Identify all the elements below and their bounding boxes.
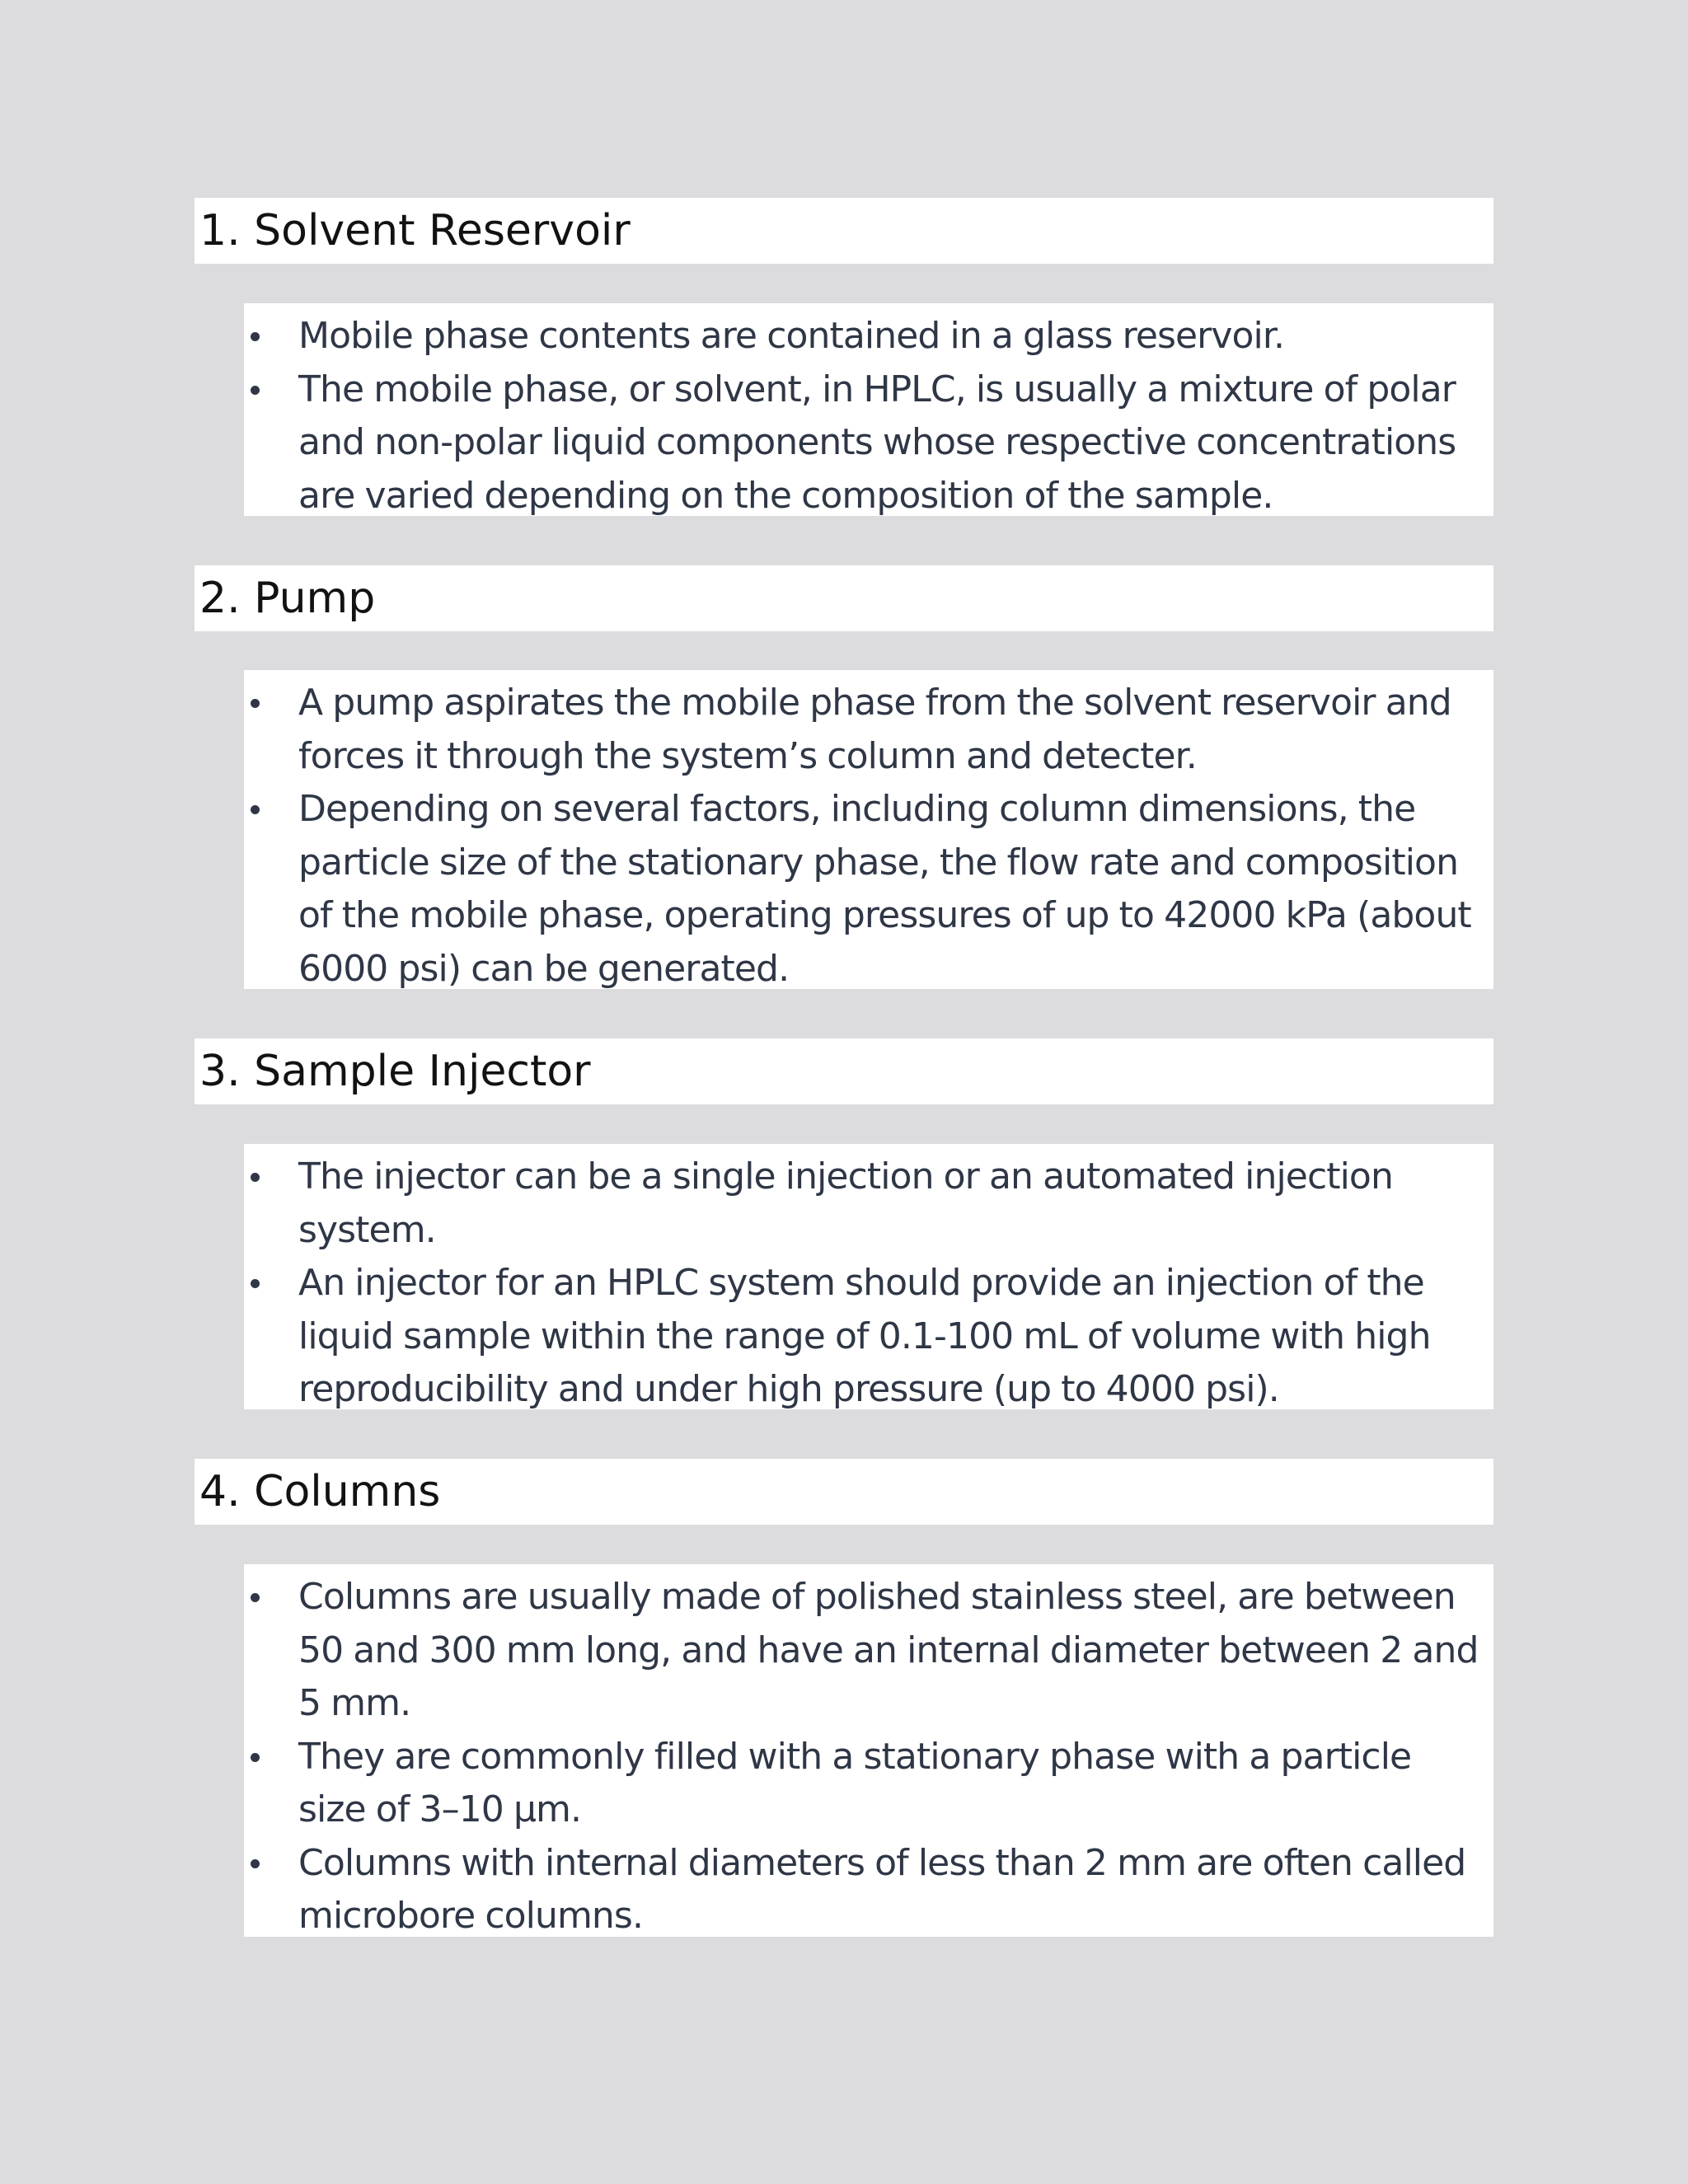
- bullet-text: The mobile phase, or solvent, in HPLC, is usually a mixture of polar and non-polar liquid components whose respective concentrations are varied depending on the composition of the sample.: [298, 368, 1456, 517]
- bullet-text: The injector can be a single injection or an automated injection system.: [298, 1155, 1393, 1251]
- bullet-dot-icon: [251, 805, 260, 814]
- list-item: [244, 363, 1493, 523]
- section-bullet-box: [244, 1144, 1493, 1409]
- bullet-list: [244, 677, 1493, 996]
- bullet-text: Depending on several factors, including column dimensions, the particle size of the stationary phase, the flow rate and composition of the mobile phase, operating pressures of up to 42000 kPa (about 6000 psi) can be generated.: [298, 788, 1471, 990]
- bullet-dot-icon: [251, 1279, 260, 1288]
- list-item: [244, 310, 1493, 363]
- bullet-text: A pump aspirates the mobile phase from the solvent reservoir and forces it through the system’s column and detecter.: [298, 682, 1451, 777]
- section-bullet-box: [244, 670, 1493, 989]
- bullet-dot-icon: [251, 1753, 260, 1762]
- list-item: [244, 1257, 1493, 1417]
- bullet-dot-icon: [251, 1593, 260, 1602]
- bullet-text: Columns are usually made of polished stainless steel, are between 50 and 300 mm long, and have an internal diameter between 2 and 5 mm.: [298, 1576, 1479, 1724]
- bullet-text: Mobile phase contents are contained in a glass reservoir.: [298, 315, 1285, 357]
- bullet-text: Columns with internal diameters of less than 2 mm are often called microbore columns.: [298, 1841, 1466, 1937]
- bullet-dot-icon: [251, 332, 260, 341]
- list-item: [244, 1151, 1493, 1257]
- bullet-list: [244, 1571, 1493, 1943]
- section-bullet-box: [244, 303, 1493, 516]
- list-item: [244, 1571, 1493, 1731]
- list-item: [244, 783, 1493, 996]
- section-heading: 4. Columns: [199, 1467, 441, 1516]
- bullet-dot-icon: [251, 1173, 260, 1182]
- section-heading-box: [195, 1459, 1493, 1525]
- bullet-list: [244, 1151, 1493, 1417]
- list-item: [244, 1837, 1493, 1943]
- section-heading: 2. Pump: [199, 574, 376, 623]
- section-heading: 1. Solvent Reservoir: [199, 206, 631, 255]
- bullet-list: [244, 310, 1493, 523]
- section-bullet-box: [244, 1564, 1493, 1937]
- section-heading-box: [195, 1038, 1493, 1104]
- bullet-dot-icon: [251, 386, 260, 395]
- bullet-text: An injector for an HPLC system should provide an injection of the liquid sample within the range of 0.1-100 mL of volume with high reproducibility and under high pressure (up to 4000 psi).: [298, 1262, 1431, 1410]
- list-item: [244, 1731, 1493, 1837]
- bullet-text: They are commonly filled with a stationary phase with a particle size of 3–10 μm.: [298, 1735, 1412, 1830]
- list-item: [244, 677, 1493, 783]
- bullet-dot-icon: [251, 699, 260, 708]
- section-heading: 3. Sample Injector: [199, 1047, 591, 1096]
- section-heading-box: [195, 198, 1493, 264]
- section-heading-box: [195, 565, 1493, 631]
- bullet-dot-icon: [251, 1859, 260, 1868]
